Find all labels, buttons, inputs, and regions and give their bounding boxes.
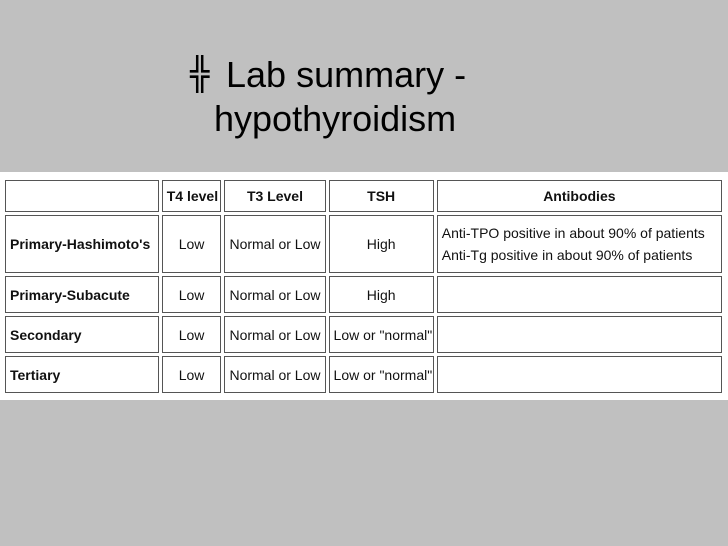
row-label: Secondary [5, 316, 159, 353]
lab-summary-table [2, 177, 725, 396]
header-cell-blank [5, 180, 159, 212]
tsh-cell: Low or "normal" [329, 316, 434, 353]
title-text-2: hypothyroidism [214, 98, 457, 139]
antibodies-cell [437, 356, 722, 393]
antibody-line: Anti-Tg positive in about 90% of patients [441, 247, 693, 263]
header-t3-level: T3 Level [224, 180, 325, 212]
t4-cell: Low [162, 316, 222, 353]
title-line-1 [190, 52, 690, 97]
t4-cell: Low [162, 215, 222, 273]
table-row [5, 276, 722, 313]
table-row [5, 316, 722, 353]
tsh-cell: High [329, 215, 434, 273]
antibodies-cell [437, 276, 722, 313]
header-tsh: TSH [329, 180, 434, 212]
t3-cell: Normal or Low [224, 356, 325, 393]
slide-title [190, 52, 690, 141]
bullet-icon: ╬ [190, 55, 210, 93]
antibodies-cell [437, 316, 722, 353]
table-row [5, 356, 722, 393]
row-label: Tertiary [5, 356, 159, 393]
t3-cell: Normal or Low [224, 215, 325, 273]
row-label: Primary-Subacute [5, 276, 159, 313]
table-header-row [5, 180, 722, 212]
row-label: Primary-Hashimoto's [5, 215, 159, 273]
antibodies-cell [437, 215, 722, 273]
table-panel [0, 172, 728, 400]
header-antibodies: Antibodies [437, 180, 722, 212]
t4-cell: Low [162, 356, 222, 393]
t3-cell: Normal or Low [224, 316, 325, 353]
t3-cell: Normal or Low [224, 276, 325, 313]
table-row [5, 215, 722, 273]
header-t4-level: T4 level [162, 180, 222, 212]
antibody-line: Anti-TPO positive in about 90% of patients [441, 225, 705, 241]
tsh-cell: High [329, 276, 434, 313]
title-text-1: Lab summary - [226, 54, 467, 95]
tsh-cell: Low or "normal" [329, 356, 434, 393]
t4-cell: Low [162, 276, 222, 313]
